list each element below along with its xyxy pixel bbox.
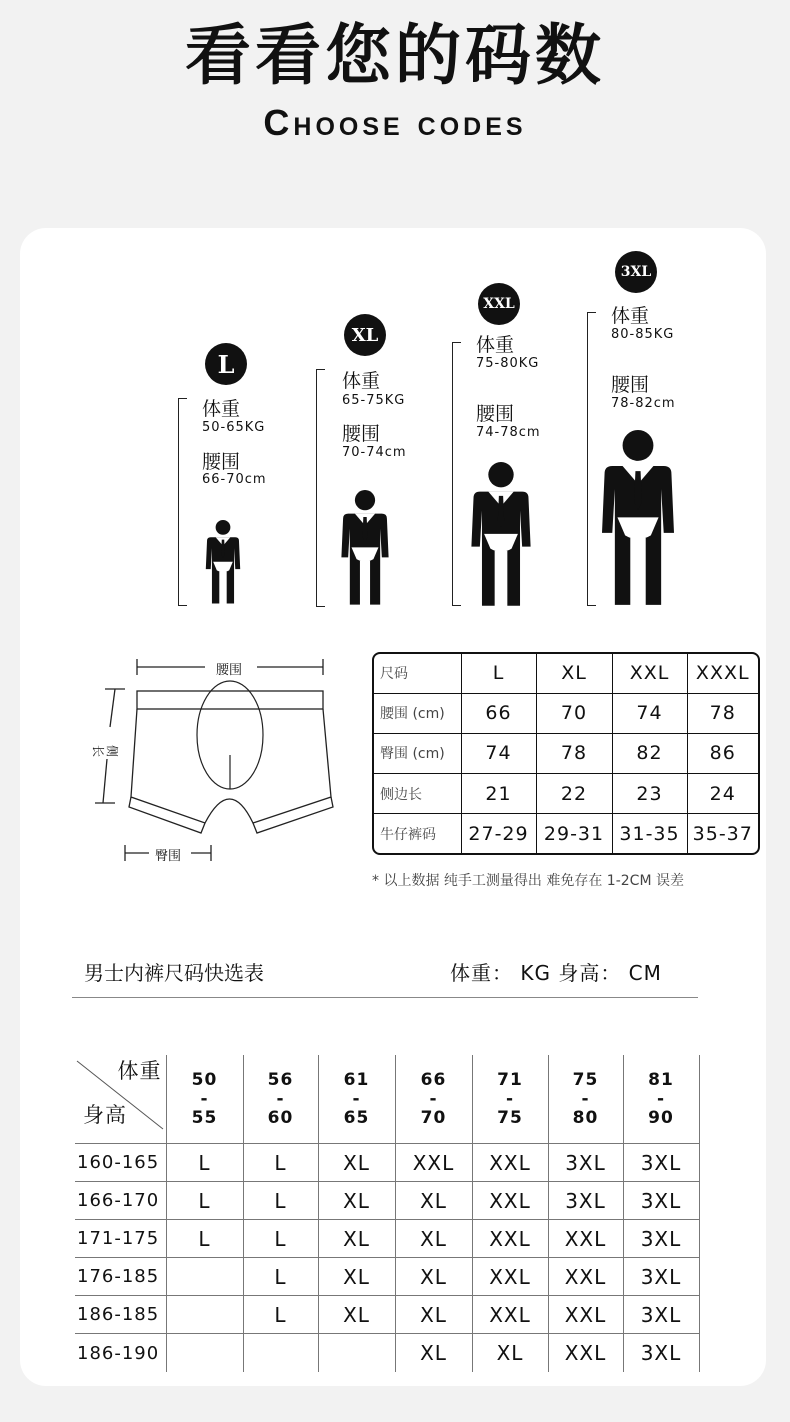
size-badge: L [205, 343, 247, 385]
table-cell: 74 [612, 693, 687, 733]
table-row [374, 774, 758, 814]
size-cell [166, 1296, 243, 1334]
size-cell: XL [395, 1182, 472, 1220]
size-cell [243, 1334, 318, 1373]
size-cell: XXL [548, 1258, 623, 1296]
table-row [374, 814, 758, 853]
size-cell: XL [318, 1296, 395, 1334]
weight-label: 体重 [611, 305, 650, 327]
waist-label: 腰围 [202, 451, 241, 473]
table-cell: 35-37 [692, 822, 753, 845]
weight-header-cell: 61 - 65 [318, 1055, 395, 1144]
measurement-note: * 以上数据 纯手工测量得出 难免存在 1-2CM 误差 [372, 873, 684, 889]
table-row [75, 1220, 699, 1258]
waist-label: 腰围 [611, 374, 650, 396]
size-cell: XL [395, 1220, 472, 1258]
size-cell: 3XL [548, 1182, 623, 1220]
weight-header-cell: 66 - 70 [395, 1055, 472, 1144]
weight-header-cell: 71 - 75 [472, 1055, 548, 1144]
table-cell: 78 [536, 733, 612, 773]
person-icon [338, 490, 392, 608]
height-bracket [316, 369, 325, 607]
weight-header-cell: 81 - 90 [623, 1055, 699, 1144]
size-cell: XXL [472, 1258, 548, 1296]
size-cell: XXL [472, 1220, 548, 1258]
table-row [374, 654, 758, 693]
table-row [75, 1334, 699, 1373]
waist-value: 74-78cm [476, 425, 541, 440]
size-cell: 3XL [623, 1182, 699, 1220]
table-header-cell: 尺码 [374, 654, 461, 693]
table-row [374, 733, 758, 773]
table-header-cell: XXXL [687, 654, 758, 693]
height-bracket [178, 398, 187, 606]
size-cell: XL [472, 1334, 548, 1373]
table-cell: 78 [687, 693, 758, 733]
size-cell: L [243, 1182, 318, 1220]
size-cell: L [166, 1144, 243, 1182]
table-row [374, 693, 758, 733]
table-cell: 74 [461, 733, 536, 773]
table-header-cell: XXL [612, 654, 687, 693]
table-row [75, 1296, 699, 1334]
weight-value: 80-85KG [611, 327, 675, 342]
size-cell: L [243, 1258, 318, 1296]
person-icon [598, 430, 678, 610]
weight-value: 50-65KG [202, 420, 266, 435]
quick-size-table [75, 1055, 700, 1372]
quick-table-title: 男士内裤尺码快选表 [84, 961, 264, 985]
size-cell: 3XL [623, 1334, 699, 1373]
table-cell: 66 [461, 693, 536, 733]
table-cell: 27-29 [461, 814, 536, 853]
side-measure-label: 侧长 [91, 745, 119, 758]
page-title: 看看您的码数 [185, 17, 605, 94]
size-cell: L [166, 1220, 243, 1258]
size-cell: XXL [548, 1296, 623, 1334]
height-bracket [587, 312, 596, 606]
size-cell: XXL [472, 1296, 548, 1334]
table-header-cell: XL [536, 654, 612, 693]
corner-height-label: 身高 [83, 1103, 127, 1127]
weight-header-cell: 75 - 80 [548, 1055, 623, 1144]
waist-label: 腰围 [342, 423, 381, 445]
weight-label: 体重 [476, 334, 515, 356]
size-badge: 3XL [615, 251, 657, 293]
weight-value: 65-75KG [342, 393, 406, 408]
waist-value: 70-74cm [342, 445, 407, 460]
table-row [75, 1144, 699, 1182]
table-corner-cell [75, 1055, 166, 1144]
size-cell: 3XL [623, 1296, 699, 1334]
height-cell: 166-170 [75, 1182, 166, 1220]
size-table [372, 652, 760, 855]
weight-header-cell: 50 - 55 [166, 1055, 243, 1144]
size-cell: XXL [472, 1144, 548, 1182]
quick-table-units: 体重： KG 身高： CM [450, 961, 662, 985]
height-cell: 186-185 [75, 1296, 166, 1334]
size-cell [166, 1258, 243, 1296]
weight-header-cell: 56 - 60 [243, 1055, 318, 1144]
table-cell: 31-35 [612, 814, 687, 853]
table-cell: 22 [536, 774, 612, 814]
weight-label: 体重 [202, 398, 241, 420]
divider [72, 997, 698, 998]
size-cell: XL [318, 1144, 395, 1182]
size-cell: XXL [472, 1182, 548, 1220]
height-cell: 160-165 [75, 1144, 166, 1182]
table-cell: 70 [536, 693, 612, 733]
height-bracket [452, 342, 461, 606]
size-cell: XL [395, 1258, 472, 1296]
size-badge: XL [344, 314, 386, 356]
table-cell: 29-31 [536, 814, 612, 853]
size-cell [318, 1334, 395, 1373]
table-row-header: 腰围 (cm) [374, 693, 461, 733]
table-row-header: 侧边长 [374, 774, 461, 814]
table-cell: 24 [687, 774, 758, 814]
size-cell: XXL [548, 1220, 623, 1258]
table-cell: 86 [687, 733, 758, 773]
size-cell: 3XL [623, 1258, 699, 1296]
weight-value: 75-80KG [476, 356, 540, 371]
weight-label: 体重 [342, 370, 381, 392]
size-cell: L [166, 1182, 243, 1220]
table-row [75, 1182, 699, 1220]
table-row-header: 臀围 (cm) [374, 733, 461, 773]
size-cell: XXL [548, 1334, 623, 1373]
person-icon [204, 520, 242, 606]
size-cell: 3XL [548, 1144, 623, 1182]
height-cell: 186-190 [75, 1334, 166, 1373]
hip-measure-label: 臀围 [155, 849, 182, 864]
table-row [75, 1055, 699, 1144]
size-cell: 3XL [623, 1220, 699, 1258]
table-header-cell: L [461, 654, 536, 693]
waist-value: 66-70cm [202, 472, 267, 487]
height-cell: 176-185 [75, 1258, 166, 1296]
size-cell: L [243, 1296, 318, 1334]
size-badge: XXL [478, 283, 520, 325]
underwear-outline-icon [95, 655, 345, 870]
table-row [75, 1258, 699, 1296]
table-cell: 21 [461, 774, 536, 814]
waist-measure-label: 腰围 [216, 663, 243, 678]
size-cell: XL [395, 1296, 472, 1334]
size-cell: XL [395, 1334, 472, 1373]
size-cell: XXL [395, 1144, 472, 1182]
waist-label: 腰围 [476, 403, 515, 425]
table-row-header: 牛仔裤码 [374, 814, 461, 853]
corner-weight-label: 体重 [117, 1059, 162, 1083]
size-cell: XL [318, 1182, 395, 1220]
size-cell: 3XL [623, 1144, 699, 1182]
size-cell [166, 1334, 243, 1373]
table-cell: 82 [612, 733, 687, 773]
height-cell: 171-175 [75, 1220, 166, 1258]
person-icon [468, 462, 534, 610]
waist-value: 78-82cm [611, 396, 676, 411]
page-subtitle: Choose codes [263, 102, 527, 143]
size-cell: L [243, 1220, 318, 1258]
size-cell: L [243, 1144, 318, 1182]
table-cell: 23 [612, 774, 687, 814]
size-cell: XL [318, 1220, 395, 1258]
size-cell: XL [318, 1258, 395, 1296]
